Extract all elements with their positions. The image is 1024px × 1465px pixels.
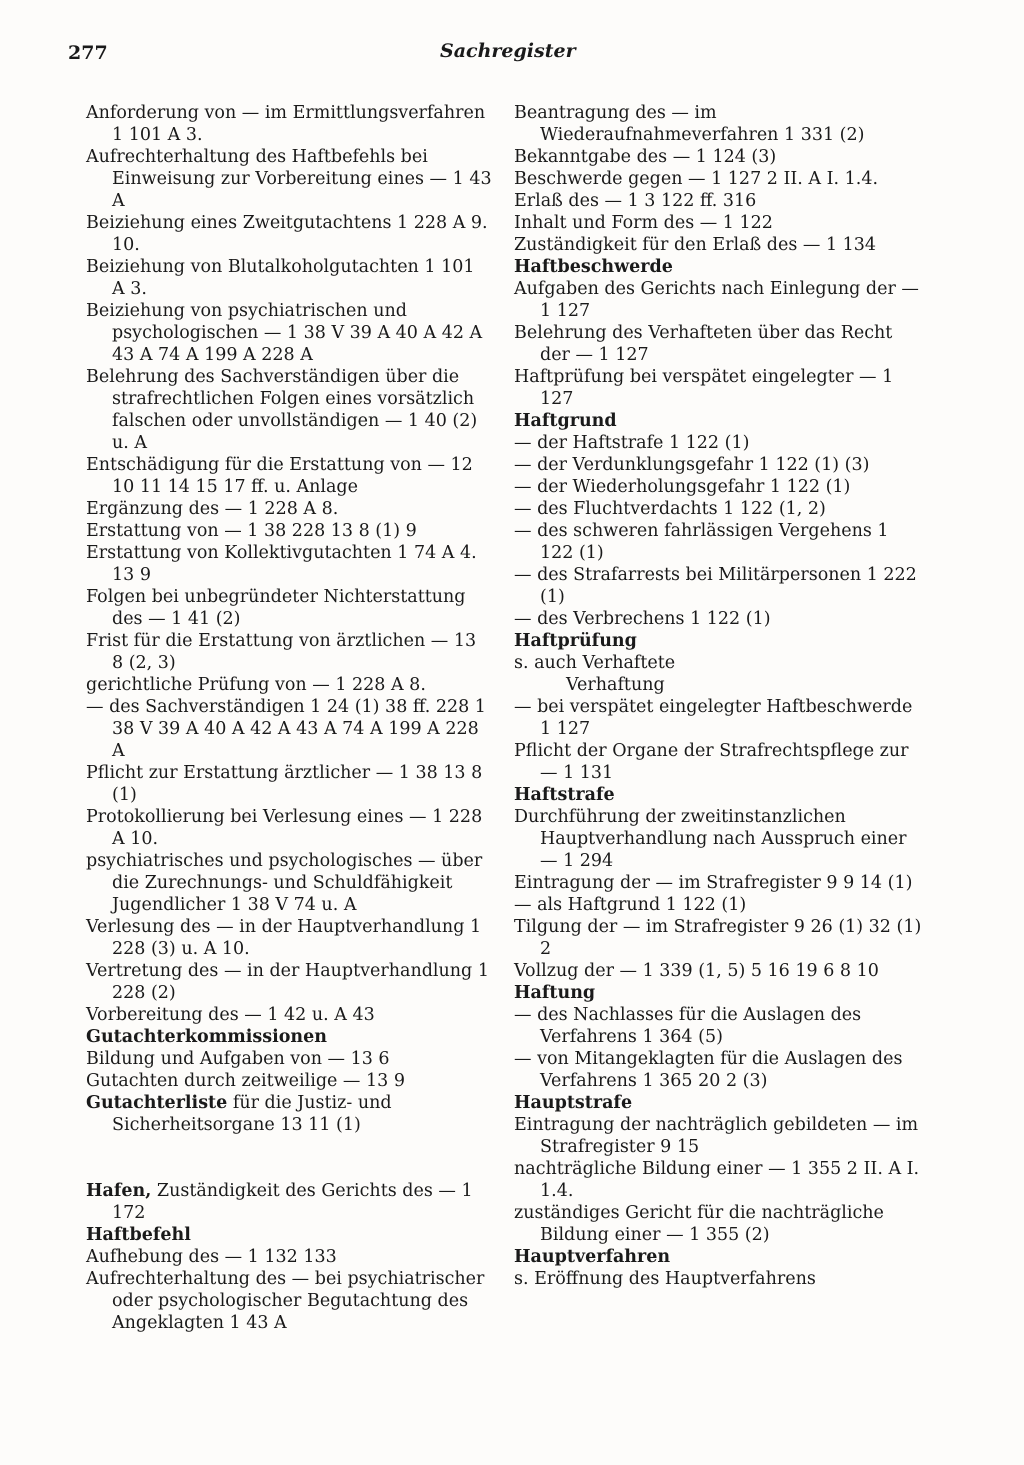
index-entry: — des Nachlasses für die Auslagen des Verfahrens 1 364 (5) bbox=[514, 1005, 862, 1047]
index-entry: Haftprüfung bei verspätet eingelegter — 1 127 bbox=[514, 367, 894, 409]
index-entry: — bei verspätet eingelegter Haftbeschwerde 1 127 bbox=[514, 697, 913, 739]
index-subline: Verhaftung bbox=[566, 675, 665, 695]
index-entry: Folgen bei unbegründeter Nichterstattung des — 1 41 (2) bbox=[86, 587, 466, 629]
index-entry: Aufrechterhaltung des Haftbefehls bei Einweisung zur Vorbereitung eines — 1 43 A bbox=[86, 147, 492, 211]
page-number: 277 bbox=[68, 42, 108, 64]
index-entry: — des Sachverständigen 1 24 (1) 38 ff. 228 1 38 V 39 A 40 A 42 A 43 A 74 A 199 A 228 A bbox=[86, 697, 486, 761]
index-heading: Haftprüfung bbox=[514, 631, 637, 651]
index-heading: Haftgrund bbox=[514, 411, 617, 431]
index-entry: Beiziehung eines Zweitgutachtens 1 228 A 9. 10. bbox=[86, 213, 488, 255]
index-entry: Pflicht zur Erstattung ärztlicher — 1 38 13 8 (1) bbox=[86, 763, 483, 805]
index-entry: Zuständigkeit für den Erlaß des — 1 134 bbox=[514, 235, 877, 255]
index-entry: Pflicht der Organe der Strafrechtspflege zur — 1 131 bbox=[514, 741, 909, 783]
index-heading: Haftung bbox=[514, 983, 596, 1003]
index-entry: — von Mitangeklagten für die Auslagen des Verfahrens 1 365 20 2 (3) bbox=[514, 1049, 903, 1091]
index-entry: s. Eröffnung des Hauptverfahrens bbox=[514, 1269, 816, 1289]
index-entry bbox=[86, 1092, 492, 1136]
index-entry: Bekanntgabe des — 1 124 (3) bbox=[514, 147, 777, 167]
index-entry: Beschwerde gegen — 1 127 2 II. A I. 1.4. bbox=[514, 169, 879, 189]
index-entry: Anforderung von — im Ermittlungsverfahren 1 101 A 3. bbox=[86, 103, 486, 145]
index-entry: Erlaß des — 1 3 122 ff. 316 bbox=[514, 191, 757, 211]
index-entry: — der Wiederholungsgefahr 1 122 (1) bbox=[514, 477, 851, 497]
index-entry: Gutachten durch zeitweilige — 13 9 bbox=[86, 1071, 405, 1091]
index-entry: Protokollierung bei Verlesung eines — 1 228 A 10. bbox=[86, 807, 483, 849]
index-entry-lead: Gutachterliste bbox=[86, 1093, 228, 1113]
index-heading: Hauptverfahren bbox=[514, 1247, 671, 1267]
index-entry: Bildung und Aufgaben von — 13 6 bbox=[86, 1049, 390, 1069]
index-entry: Verlesung des — in der Hauptverhandlung 1 228 (3) u. A 10. bbox=[86, 917, 482, 959]
index-entry: — des Verbrechens 1 122 (1) bbox=[514, 609, 771, 629]
index-entry-text: Zuständigkeit des Gerichts des — 1 172 bbox=[112, 1181, 473, 1223]
index-column-left bbox=[86, 102, 492, 1334]
index-entry: Vollzug der — 1 339 (1, 5) 5 16 19 6 8 10 bbox=[514, 961, 879, 981]
index-heading: Haftstrafe bbox=[514, 785, 615, 805]
index-heading: Hauptstrafe bbox=[514, 1093, 633, 1113]
index-entry: Tilgung der — im Strafregister 9 26 (1) 32 (1) 2 bbox=[514, 917, 922, 959]
index-entry-text: für die Justiz- und Sicherheitsorgane 13 11 (1) bbox=[112, 1093, 392, 1135]
index-entry-lead: Hafen, bbox=[86, 1181, 152, 1201]
index-entry: Belehrung des Sachverständigen über die strafrechtlichen Folgen eines vorsätzlich falschen oder unvollständigen — 1 40 (2) u. A bbox=[86, 367, 478, 453]
index-entry: Erstattung von Kollektivgutachten 1 74 A 4. 13 9 bbox=[86, 543, 477, 585]
index-entry: zuständiges Gericht für die nachträgliche Bildung einer — 1 355 (2) bbox=[514, 1203, 884, 1245]
index-entry: Beiziehung von psychiatrischen und psychologischen — 1 38 V 39 A 40 A 42 A 43 A 74 A 199 A 228 A bbox=[86, 301, 483, 365]
index-entry: Belehrung des Verhafteten über das Recht der — 1 127 bbox=[514, 323, 893, 365]
index-entry: Aufgaben des Gerichts nach Einlegung der — 1 127 bbox=[514, 279, 919, 321]
index-entry: Inhalt und Form des — 1 122 bbox=[514, 213, 773, 233]
running-head: Sachregister bbox=[440, 40, 576, 62]
index-entry: Vertretung des — in der Hauptverhandlung 1 228 (2) bbox=[86, 961, 489, 1003]
index-entry: Aufrechterhaltung des — bei psychiatrischer oder psychologischer Begutachtung des Angeklagten 1 43 A bbox=[86, 1269, 485, 1333]
index-entry: Beantragung des — im Wiederaufnahmeverfahren 1 331 (2) bbox=[514, 103, 865, 145]
index-heading: Gutachterkommissionen bbox=[86, 1027, 327, 1047]
index-entry: — als Haftgrund 1 122 (1) bbox=[514, 895, 747, 915]
index-entry: Durchführung der zweitinstanzlichen Hauptverhandlung nach Ausspruch einer — 1 294 bbox=[514, 807, 907, 871]
index-entry: — des Fluchtverdachts 1 122 (1, 2) bbox=[514, 499, 826, 519]
index-entry: nachträgliche Bildung einer — 1 355 2 II. A I. 1.4. bbox=[514, 1159, 920, 1201]
index-entry: s. auch Verhaftete bbox=[514, 653, 676, 673]
index-entry: — des Strafarrests bei Militärpersonen 1 222 (1) bbox=[514, 565, 917, 607]
index-entry: Ergänzung des — 1 228 A 8. bbox=[86, 499, 339, 519]
index-column-right bbox=[514, 102, 924, 1290]
index-entry: gerichtliche Prüfung von — 1 228 A 8. bbox=[86, 675, 426, 695]
index-entry: Aufhebung des — 1 132 133 bbox=[86, 1247, 337, 1267]
section-gap bbox=[86, 1136, 492, 1180]
index-entry: — der Verdunklungsgefahr 1 122 (1) (3) bbox=[514, 455, 870, 475]
index-entry: Beiziehung von Blutalkoholgutachten 1 101 A 3. bbox=[86, 257, 475, 299]
index-entry: Entschädigung für die Erstattung von — 12 10 11 14 15 17 ff. u. Anlage bbox=[86, 455, 473, 497]
index-entry: psychiatrisches und psychologisches — über die Zurechnungs- und Schuldfähigkeit Jugendlicher 1 38 V 74 u. A bbox=[86, 851, 483, 915]
index-entry: Eintragung der nachträglich gebildeten — im Strafregister 9 15 bbox=[514, 1115, 919, 1157]
index-entry bbox=[86, 1180, 492, 1224]
index-entry: — des schweren fahrlässigen Vergehens 1 122 (1) bbox=[514, 521, 889, 563]
index-heading: Haftbeschwerde bbox=[514, 257, 673, 277]
index-entry: Vorbereitung des — 1 42 u. A 43 bbox=[86, 1005, 375, 1025]
index-entry: Erstattung von — 1 38 228 13 8 (1) 9 bbox=[86, 521, 417, 541]
index-entry: Eintragung der — im Strafregister 9 9 14 (1) bbox=[514, 873, 913, 893]
index-entry: — der Haftstrafe 1 122 (1) bbox=[514, 433, 750, 453]
index-entry: Frist für die Erstattung von ärztlichen — 13 8 (2, 3) bbox=[86, 631, 477, 673]
index-heading: Haftbefehl bbox=[86, 1225, 191, 1245]
